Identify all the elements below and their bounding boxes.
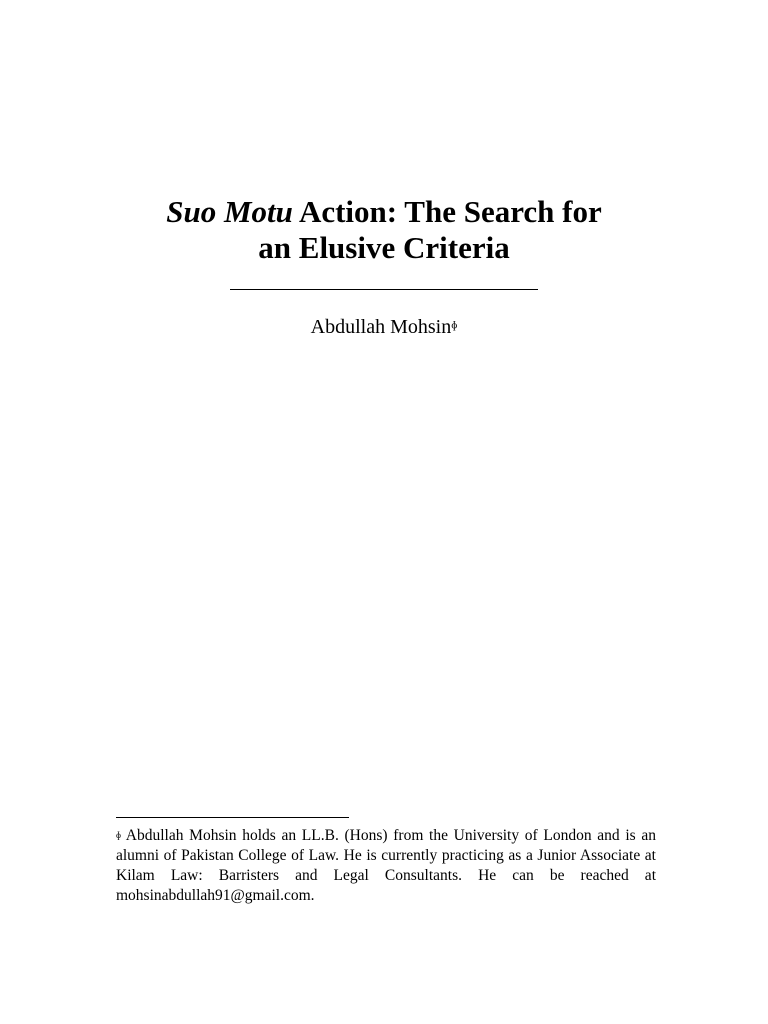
paper-title (0, 194, 768, 266)
title-line-1 (0, 194, 768, 230)
author-footnote-mark: ɸ (451, 319, 458, 331)
title-divider (230, 289, 538, 290)
author-name: Abdullah Mohsin (310, 316, 452, 338)
title-line-2: an Elusive Criteria (258, 230, 510, 265)
footnote-mark: ɸ (116, 830, 121, 840)
footnote (116, 826, 656, 906)
title-line-1-rest: Action: The Search for (292, 194, 602, 229)
footnote-text: Abdullah Mohsin holds an LL.B. (Hons) from the University of London and is an alumni of Pakistan College of Law. He is currently practicing as a Junior Associate at Kilam Law: Barristers and Legal Consultants. He can be reached at mohsinabdullah91@gmail.com. (116, 827, 656, 904)
footnote-divider (116, 817, 349, 818)
author-line (0, 314, 768, 340)
title-italic-term: Suo Motu (166, 194, 293, 229)
